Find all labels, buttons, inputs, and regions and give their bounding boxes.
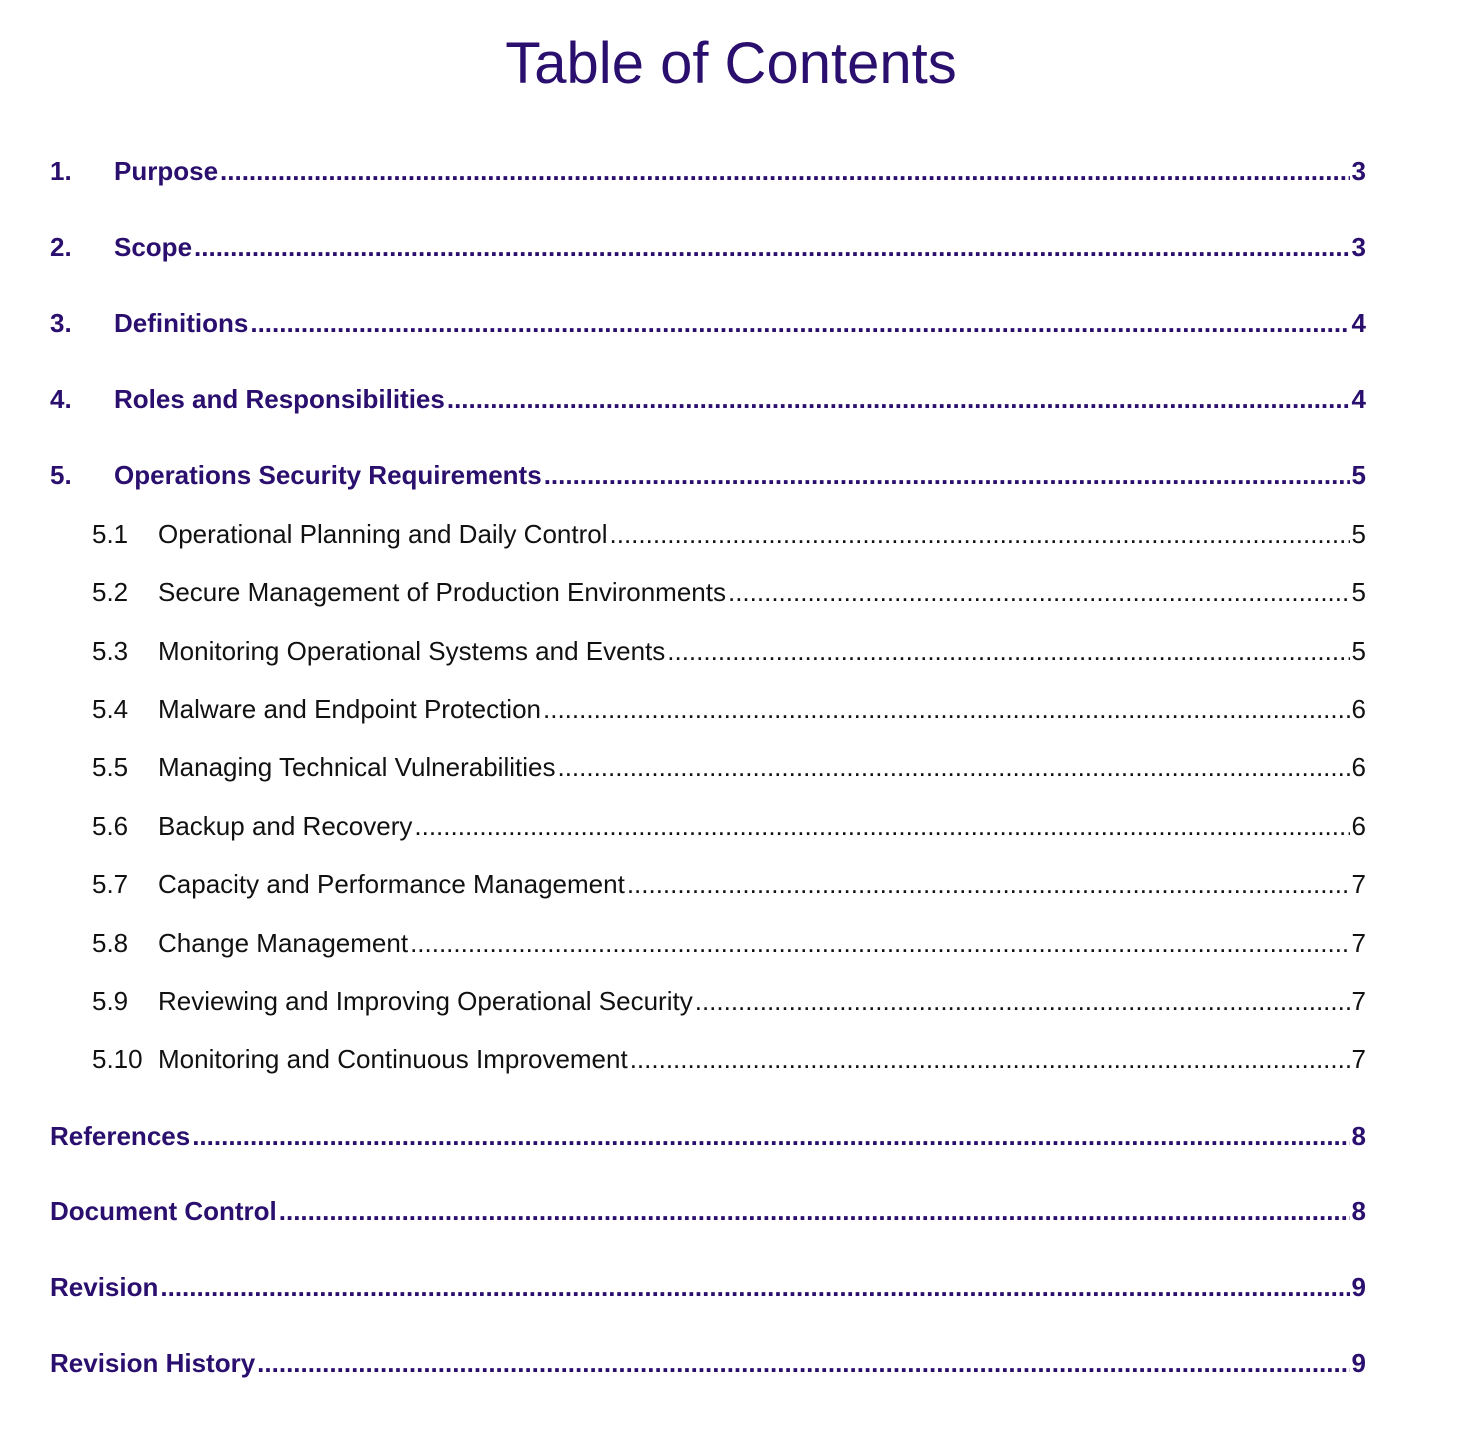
toc-entry-scope[interactable] bbox=[50, 230, 1366, 264]
toc-subentry-5-9[interactable] bbox=[92, 984, 1366, 1018]
toc-entry-page: 7 bbox=[1351, 986, 1366, 1016]
toc-entry-page: 6 bbox=[1351, 811, 1366, 841]
toc-entry-roles-and-responsibilities[interactable] bbox=[50, 382, 1366, 416]
toc-entry-page: 7 bbox=[1351, 1044, 1366, 1074]
page-title: Table of Contents bbox=[505, 31, 957, 96]
toc-entry-label: Operations Security Requirements bbox=[114, 460, 542, 490]
toc-entry-label: Change Management bbox=[158, 928, 409, 958]
toc-entry-page: 7 bbox=[1351, 928, 1366, 958]
toc-entry-label: Secure Management of Production Environments bbox=[158, 577, 726, 607]
toc-entry-purpose[interactable] bbox=[50, 154, 1366, 188]
toc-entry-revision[interactable] bbox=[50, 1270, 1366, 1304]
toc-entry-number: 1. bbox=[50, 156, 72, 186]
toc-entry-page: 7 bbox=[1351, 869, 1366, 899]
toc-entry-number: 5.9 bbox=[92, 986, 129, 1016]
toc-subentry-5-2[interactable] bbox=[92, 575, 1366, 609]
toc-entry-label: Purpose bbox=[114, 156, 219, 186]
toc-subentry-5-8[interactable] bbox=[92, 926, 1366, 960]
toc-leader-dots bbox=[728, 575, 1350, 609]
toc-entry-number: 5.2 bbox=[92, 577, 129, 607]
toc-entry-page: 6 bbox=[1351, 694, 1366, 724]
toc-entry-label: References bbox=[50, 1121, 191, 1151]
toc-entry-number: 5.8 bbox=[92, 928, 129, 958]
toc-entry-page: 4 bbox=[1351, 384, 1366, 414]
toc-entry-page: 5 bbox=[1351, 460, 1366, 490]
toc-entry-page: 9 bbox=[1351, 1348, 1366, 1378]
toc-entry-number: 5.3 bbox=[92, 636, 129, 666]
toc-entry-label: Revision bbox=[50, 1272, 159, 1302]
toc-entry-page: 9 bbox=[1351, 1272, 1366, 1302]
toc-subentry-5-6[interactable] bbox=[92, 809, 1366, 843]
toc-leader-dots bbox=[557, 750, 1349, 784]
toc-leader-dots bbox=[257, 1346, 1349, 1380]
toc-leader-dots bbox=[627, 867, 1350, 901]
toc-entry-label: Monitoring and Continuous Improvement bbox=[158, 1044, 628, 1074]
toc-entry-page: 3 bbox=[1351, 156, 1366, 186]
toc-leader-dots bbox=[192, 1119, 1349, 1153]
toc-entry-label: Roles and Responsibilities bbox=[114, 384, 445, 414]
toc-entry-number: 5.6 bbox=[92, 811, 129, 841]
toc-entry-label: Definitions bbox=[114, 308, 249, 338]
toc-entry-label: Managing Technical Vulnerabilities bbox=[158, 752, 556, 782]
toc-leader-dots bbox=[543, 692, 1350, 726]
toc-entry-label: Revision History bbox=[50, 1348, 256, 1378]
toc-leader-dots bbox=[160, 1270, 1349, 1304]
toc-subentry-5-7[interactable] bbox=[92, 867, 1366, 901]
toc-entry-page: 6 bbox=[1351, 752, 1366, 782]
toc-entry-page: 5 bbox=[1351, 519, 1366, 549]
toc-subentry-5-4[interactable] bbox=[92, 692, 1366, 726]
toc-leader-dots bbox=[414, 809, 1349, 843]
toc-leader-dots bbox=[250, 306, 1349, 340]
toc-leader-dots bbox=[220, 154, 1350, 188]
toc-leader-dots bbox=[610, 517, 1350, 551]
toc-subentry-5-10[interactable] bbox=[92, 1042, 1366, 1076]
toc-leader-dots bbox=[447, 382, 1350, 416]
toc-entry-label: Scope bbox=[114, 232, 193, 262]
toc-entry-label: Document Control bbox=[50, 1196, 277, 1226]
toc-entry-page: 3 bbox=[1351, 232, 1366, 262]
toc-entry-references[interactable] bbox=[50, 1119, 1366, 1153]
toc-entry-number: 5.10 bbox=[92, 1044, 143, 1074]
toc-entry-definitions[interactable] bbox=[50, 306, 1366, 340]
toc-entry-page: 4 bbox=[1351, 308, 1366, 338]
toc-entry-page: 5 bbox=[1351, 636, 1366, 666]
toc-leader-dots bbox=[667, 634, 1349, 668]
toc-entry-page: 8 bbox=[1351, 1121, 1366, 1151]
toc-entry-number: 5.7 bbox=[92, 869, 129, 899]
toc-entry-label: Capacity and Performance Management bbox=[158, 869, 625, 899]
toc-entry-number: 5.4 bbox=[92, 694, 129, 724]
toc-subentry-5-1[interactable] bbox=[92, 517, 1366, 551]
toc-entry-number: 2. bbox=[50, 232, 72, 262]
toc-entry-revision-history[interactable] bbox=[50, 1346, 1366, 1380]
toc-entry-label: Reviewing and Improving Operational Security bbox=[158, 986, 693, 1016]
toc-entry-number: 5. bbox=[50, 460, 72, 490]
toc-leader-dots bbox=[194, 230, 1350, 264]
toc-entry-label: Operational Planning and Daily Control bbox=[158, 519, 608, 549]
toc-leader-dots bbox=[544, 458, 1350, 492]
toc-entry-label: Monitoring Operational Systems and Events bbox=[158, 636, 666, 666]
toc-leader-dots bbox=[279, 1194, 1350, 1228]
toc-leader-dots bbox=[410, 926, 1349, 960]
toc-subentry-5-5[interactable] bbox=[92, 750, 1366, 784]
toc-entry-number: 5.1 bbox=[92, 519, 129, 549]
toc-entry-document-control[interactable] bbox=[50, 1194, 1366, 1228]
toc-leader-dots bbox=[630, 1042, 1350, 1076]
toc-entry-number: 5.5 bbox=[92, 752, 129, 782]
toc-leader-dots bbox=[695, 984, 1350, 1018]
toc-subentry-5-3[interactable] bbox=[92, 634, 1366, 668]
toc-entry-page: 8 bbox=[1351, 1196, 1366, 1226]
toc-entry-number: 4. bbox=[50, 384, 72, 414]
toc-entry-label: Malware and Endpoint Protection bbox=[158, 694, 542, 724]
toc-entry-page: 5 bbox=[1351, 577, 1366, 607]
toc-entry-number: 3. bbox=[50, 308, 72, 338]
toc-entry-operations-security-requirements[interactable] bbox=[50, 458, 1366, 492]
toc-entry-label: Backup and Recovery bbox=[158, 811, 413, 841]
